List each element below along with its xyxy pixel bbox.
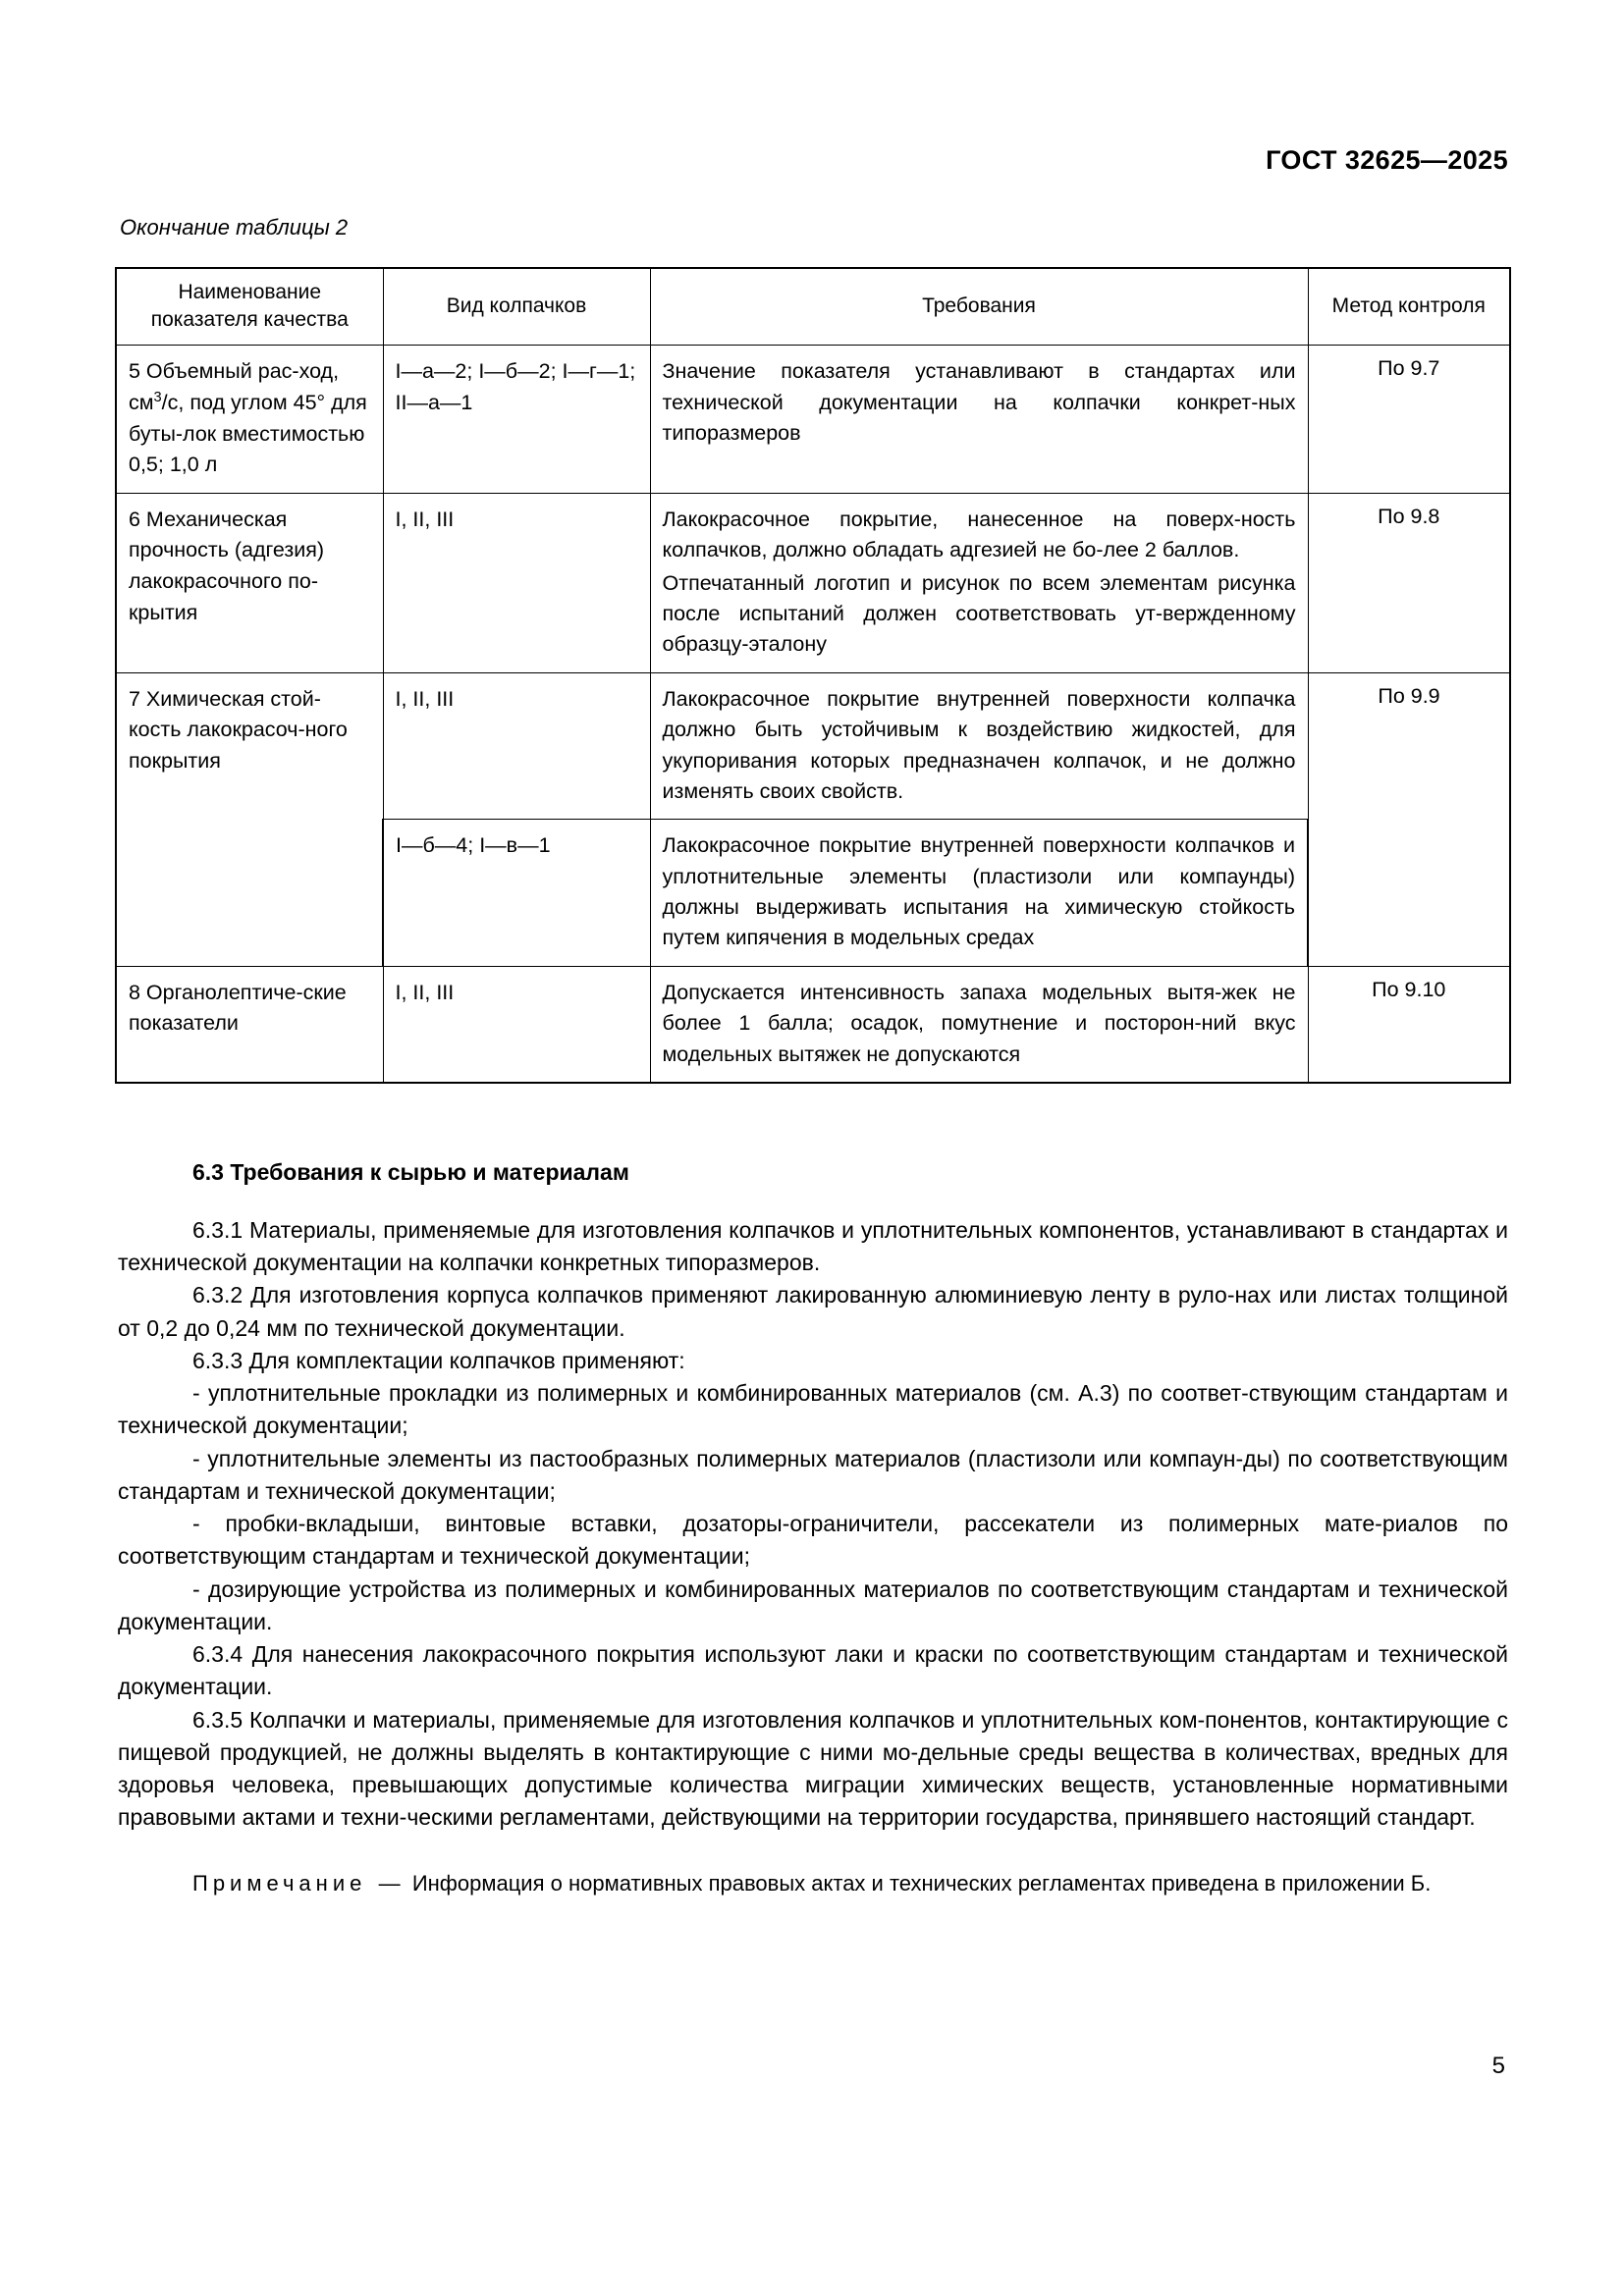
quality-requirements-table [115,267,1511,1084]
column-header-requirements: Требования [650,268,1308,346]
cell-requirements [650,672,1308,820]
paragraph-6-3-2: 6.3.2 Для изготовления корпуса колпачков применяют лакированную алюминиевую ленту в руло-нах или листах толщиной от 0,2 до 0,24 мм по технической документации. [118,1282,1508,1341]
paragraph-6-3-4: 6.3.4 Для нанесения лакокрасочного покрытия используют лаки и краски по соответствующим стандартам и технической документации. [118,1641,1508,1700]
paragraph-6-3-1: 6.3.1 Материалы, применяемые для изготовления колпачков и уплотнительных компонентов, устанавливают в стандартах и технической документации на колпачки конкретных типоразмеров. [118,1217,1508,1276]
cell-cap-kind: I, II, III [383,966,650,1083]
table-header [116,268,1510,346]
table-row [116,966,1510,1083]
table-caption: Окончание таблицы 2 [120,215,349,240]
note-dash-separator [366,1871,378,1896]
paragraph-6-3-3: 6.3.3 Для комплектации колпачков применяют: [192,1347,685,1373]
cell-indicator-name: 6 Механическая прочность (адгезия) лакокрасочного по-крытия [116,493,383,672]
cell-cap-kind: I—б—4; I—в—1 [383,820,650,967]
requirement-paragraph: Лакокрасочное покрытие внутренней поверхности колпачка должно быть устойчивым к воздействию жидкостей, для укупоривания которых предназначен колпачок, и не должно изменять своих свойств. [662,686,1296,803]
cell-requirements [650,346,1308,493]
table-row [116,493,1510,672]
cell-cap-kind: I, II, III [383,493,650,672]
indicator-name-prefix: 5 Объемный рас-ход, см [129,359,340,415]
cell-indicator-name: 7 Химическая стой-кость лакокрасоч-ного покрытия [116,672,383,966]
list-item-dosing-devices: - дозирующие устройства из полимерных и комбинированных материалов по соответствующим стандартам и технической документации. [118,1575,1508,1634]
table-header-row [116,268,1510,346]
indicator-name-suffix: /с, под углом 45° для буты-лок вместимостью 0,5; 1,0 л [129,391,367,477]
cell-requirements [650,820,1308,967]
cell-control-method: По 9.8 [1308,493,1510,672]
cell-requirements [650,493,1308,672]
requirement-paragraph: Отпечатанный логотип и рисунок по всем элементам рисунка после испытаний должен соответствовать ут-вержденному образцу-эталону [662,570,1296,657]
note-label: Примечание [192,1871,367,1896]
cell-control-method: По 9.9 [1308,672,1510,966]
table-row [116,346,1510,493]
running-head-standard-number: ГОСТ 32625—2025 [1266,145,1508,175]
note-dash: — [378,1871,401,1896]
paragraph-6-3-5: 6.3.5 Колпачки и материалы, применяемые для изготовления колпачков и уплотнительных ком-понентов, контактирующие с пищевой продукцией, не должны выделять в контактирующие с ними мо-дельные среды вещества в количествах, вредных для здоровья человека, превышающих допустимые количества миграции химических веществ, установленные нормативными правовыми актами и техни-ческими регламентами, действующими на территории государства, принявшего настоящий стандарт. [118,1706,1508,1831]
section-heading-6-3: 6.3 Требования к сырью и материалам [192,1159,629,1185]
cell-indicator-name [116,346,383,493]
superscript-exponent: 3 [153,389,162,405]
cell-cap-kind: I—а—2; I—б—2; I—г—1; II—а—1 [383,346,650,493]
note-block [118,1868,1508,1899]
page-number: 5 [1491,2053,1505,2079]
requirement-paragraph: Допускается интенсивность запаха модельных вытя-жек не более 1 балла; осадок, помутнение и посторон-ний вкус модельных вытяжек не допускаются [662,980,1296,1066]
table-row [116,672,1510,820]
list-item-inserts: - пробки-вкладыши, винтовые вставки, дозаторы-ограничители, рассекатели из полимерных мате-риалов по соответствующим стандартам и технической документации; [118,1511,1508,1570]
note-text: Информация о нормативных правовых актах и технических регламентах приведена в приложении Б. [411,1871,1432,1896]
cell-control-method: По 9.10 [1308,966,1510,1083]
list-item-sealing-gaskets: - уплотнительные прокладки из полимерных и комбинированных материалов (см. А.3) по соответ-ствующим стандартам и технической документации; [118,1380,1508,1439]
table-body [116,346,1510,1083]
requirement-paragraph: Значение показателя устанавливают в стандартах или технической документации на колпачки конкрет-ных типоразмеров [662,359,1296,446]
list-item-sealing-elements: - уплотнительные элементы из пастообразных полимерных материалов (пластизоли или компаун-ды) по соответствующим стандартам и технической документации; [118,1445,1508,1504]
cell-control-method: По 9.7 [1308,346,1510,493]
requirement-paragraph: Лакокрасочное покрытие внутренней поверхности колпачков и уплотнительные элементы (пластизоли или компаунды) должны выдерживать испытания на химическую стойкость путем кипячения в модельных средах [662,833,1295,950]
column-header-name: Наименование показателя качества [116,268,383,346]
column-header-method: Метод контроля [1308,268,1510,346]
cell-requirements [650,966,1308,1083]
column-header-kind: Вид колпачков [383,268,650,346]
section-body-text [118,1214,1508,1834]
requirement-paragraph: Лакокрасочное покрытие, нанесенное на поверх-ность колпачков, должно обладать адгезией не бо-лее 2 баллов. [662,507,1296,562]
note-spacer [401,1871,412,1896]
note-paragraph [118,1868,1508,1899]
cell-cap-kind: I, II, III [383,672,650,820]
cell-indicator-name: 8 Органолептиче-ские показатели [116,966,383,1083]
